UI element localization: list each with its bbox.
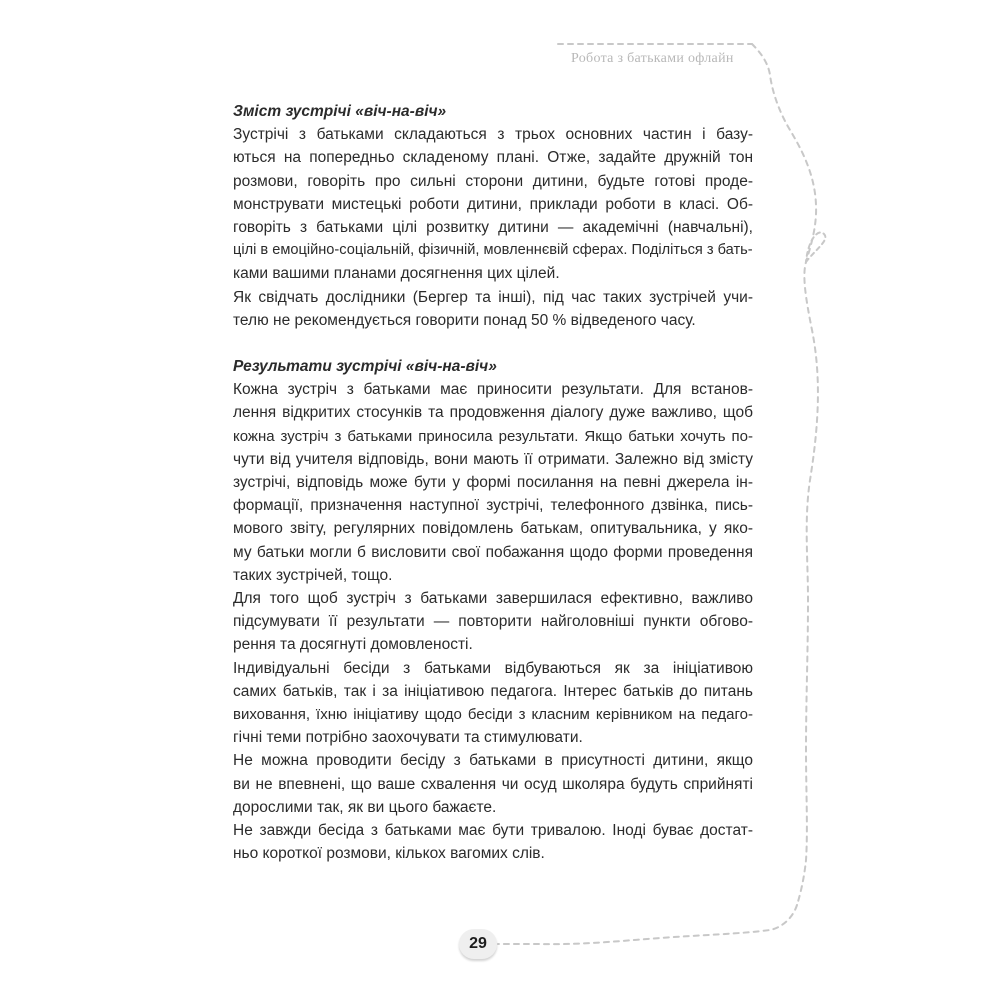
paragraph [233, 749, 753, 819]
text-line: розмови, говоріть про сильні сторони дитини, будьте готові проде- [233, 172, 753, 190]
text-line: цілі в емоційно-соціальній, фізичній, мовленнєвій сферах. Поділіться з бать- [233, 242, 753, 259]
text-line: Не можна проводити бесіду з батьками в присутності дитини, якщо [233, 752, 753, 770]
paragraph [233, 123, 753, 285]
text-line: ються на попередньо складеному плані. Отже, задайте дружній тон [233, 149, 753, 167]
text-line: ви не впевнені, що ваше схвалення чи осуд школяра будуть сприйняті [233, 775, 753, 793]
section-title: Зміст зустрічі «віч-на-віч» [233, 103, 447, 120]
right-dashed-curve [752, 44, 818, 905]
text-line: підсумувати її результати — повторити найголовніші пункти обгово- [233, 613, 753, 631]
text-line: му батьки могли б висловити свої побажання щодо форми проведення [233, 543, 753, 561]
text-line: Не завжди бесіда з батьками має бути тривалою. Іноді буває достат- [233, 822, 753, 840]
text-line: гічні теми потрібно заохочувати та стимулювати. [233, 729, 583, 747]
text-line: зустрічі, відповідь може бути у формі посилання на певні джерела ін- [233, 474, 753, 492]
text-line: виховання, їхню ініціативу щодо бесіди з класним керівником на педаго- [233, 706, 753, 724]
text-line: самих батьків, так і за ініціативою педагога. Інтерес батьків до питань [233, 682, 753, 700]
text-line: ками вашими планами досягнення цих цілей. [233, 265, 560, 283]
paragraph [233, 378, 753, 587]
paragraph [233, 657, 753, 750]
paragraph [233, 819, 753, 865]
text-line: чути від учителя відповідь, вони мають її отримати. Залежно від змісту [233, 450, 753, 468]
text-line: лення відкритих стосунків та продовження діалогу дуже важливо, щоб [233, 404, 753, 422]
text-line: монструвати мистецькі роботи дитини, приклади роботи в класі. Об- [233, 195, 753, 213]
text-line: мового звіту, регулярних повідомлень батькам, опитувальника, у яко- [233, 520, 753, 538]
text-line: дорослими так, як ви цього бажаєте. [233, 798, 497, 816]
paragraph [233, 286, 753, 332]
text-line: Для того щоб зустріч з батьками завершилася ефективно, важливо [233, 590, 753, 608]
text-line: говоріть з батьками цілі розвитку дитини — академічні (навчальні), [233, 219, 753, 237]
text-line: рення та досягнуті домовленості. [233, 636, 473, 654]
text-line: Кожна зустріч з батьками має приносити результати. Для встанов- [233, 381, 753, 399]
page-number: 29 [469, 935, 487, 952]
text-line: Як свідчать дослідники (Бергер та інші), під час таких зустрічей учи- [233, 288, 753, 306]
bottom-dashed-curve [498, 905, 797, 944]
text-line: Індивідуальні бесіди з батьками відбуваються як за ініціативою [233, 659, 753, 677]
body-text [233, 100, 753, 866]
text-line: телю не рекомендується говорити понад 50 % відведеного часу. [233, 311, 696, 329]
right-loop-dashes [806, 232, 825, 262]
text-line: формації, призначення наступної зустрічі, телефонного дзвінка, пись- [233, 497, 753, 515]
section-spacer [233, 332, 753, 355]
section-title: Результати зустрічі «віч-на-віч» [233, 358, 497, 376]
text-line: кожна зустріч з батьками приносила результати. Якщо батьки хочуть по- [233, 427, 753, 445]
page-number-badge [459, 929, 497, 959]
text-line: Зустрічі з батьками складаються з трьох основних частин і базу- [233, 126, 753, 144]
paragraph [233, 587, 753, 657]
text-line: таких зустрічей, тощо. [233, 566, 393, 584]
text-line: ньо короткої розмови, кількох вагомих слів. [233, 845, 545, 863]
running-header: Робота з батьками офлайн [571, 51, 734, 66]
